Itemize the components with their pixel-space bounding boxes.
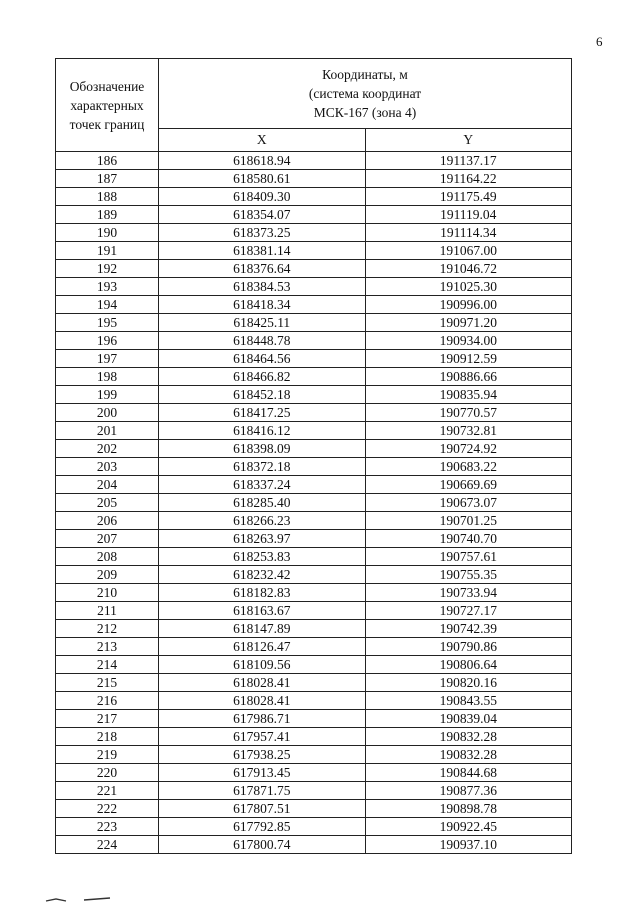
table-row bbox=[56, 584, 572, 602]
point-number-cell: 224 bbox=[56, 836, 159, 854]
y-coordinate-cell: 190922.45 bbox=[365, 818, 572, 836]
table-row bbox=[56, 746, 572, 764]
x-coordinate-cell: 618266.23 bbox=[159, 512, 366, 530]
table-row bbox=[56, 548, 572, 566]
point-number-cell: 191 bbox=[56, 242, 159, 260]
table-row bbox=[56, 818, 572, 836]
table-row bbox=[56, 170, 572, 188]
y-coordinate-cell: 190683.22 bbox=[365, 458, 572, 476]
y-coordinate-cell: 190740.70 bbox=[365, 530, 572, 548]
y-coordinate-cell: 190701.25 bbox=[365, 512, 572, 530]
y-coordinate-cell: 191164.22 bbox=[365, 170, 572, 188]
y-column-header: Y bbox=[365, 128, 572, 151]
y-coordinate-cell: 190669.69 bbox=[365, 476, 572, 494]
x-coordinate-cell: 618580.61 bbox=[159, 170, 366, 188]
table-row bbox=[56, 800, 572, 818]
x-coordinate-cell: 617986.71 bbox=[159, 710, 366, 728]
table-row bbox=[56, 260, 572, 278]
x-coordinate-cell: 618381.14 bbox=[159, 242, 366, 260]
y-coordinate-cell: 190820.16 bbox=[365, 674, 572, 692]
point-number-cell: 188 bbox=[56, 188, 159, 206]
table-row bbox=[56, 494, 572, 512]
x-column-header: X bbox=[159, 128, 366, 151]
x-coordinate-cell: 618417.25 bbox=[159, 404, 366, 422]
point-number-cell: 201 bbox=[56, 422, 159, 440]
y-coordinate-cell: 191114.34 bbox=[365, 224, 572, 242]
y-coordinate-cell: 190742.39 bbox=[365, 620, 572, 638]
table-row bbox=[56, 332, 572, 350]
x-coordinate-cell: 618409.30 bbox=[159, 188, 366, 206]
x-coordinate-cell: 618418.34 bbox=[159, 296, 366, 314]
x-coordinate-cell: 618618.94 bbox=[159, 152, 366, 170]
table-row bbox=[56, 152, 572, 170]
x-coordinate-cell: 618354.07 bbox=[159, 206, 366, 224]
y-coordinate-cell: 190727.17 bbox=[365, 602, 572, 620]
y-coordinate-cell: 191046.72 bbox=[365, 260, 572, 278]
y-coordinate-cell: 190934.00 bbox=[365, 332, 572, 350]
coords-header-line: (система координат bbox=[308, 85, 422, 101]
header-row bbox=[56, 59, 572, 129]
table-row bbox=[56, 350, 572, 368]
point-number-cell: 200 bbox=[56, 404, 159, 422]
x-coordinate-cell: 618372.18 bbox=[159, 458, 366, 476]
y-coordinate-cell: 190835.94 bbox=[365, 386, 572, 404]
y-coordinate-cell: 190724.92 bbox=[365, 440, 572, 458]
y-coordinate-cell: 190844.68 bbox=[365, 764, 572, 782]
x-coordinate-cell: 618147.89 bbox=[159, 620, 366, 638]
x-coordinate-cell: 618028.41 bbox=[159, 692, 366, 710]
x-coordinate-cell: 618452.18 bbox=[159, 386, 366, 404]
point-number-cell: 189 bbox=[56, 206, 159, 224]
table-row bbox=[56, 638, 572, 656]
point-number-cell: 194 bbox=[56, 296, 159, 314]
point-number-cell: 207 bbox=[56, 530, 159, 548]
point-header-line: точек границ bbox=[69, 116, 145, 132]
table-body bbox=[56, 152, 572, 854]
point-number-cell: 212 bbox=[56, 620, 159, 638]
y-coordinate-cell: 190770.57 bbox=[365, 404, 572, 422]
page-number: 6 bbox=[596, 34, 603, 49]
point-number-cell: 186 bbox=[56, 152, 159, 170]
table-row bbox=[56, 530, 572, 548]
y-coordinate-cell: 190971.20 bbox=[365, 314, 572, 332]
y-coordinate-cell: 191025.30 bbox=[365, 278, 572, 296]
table-row bbox=[56, 278, 572, 296]
x-coordinate-cell: 618263.97 bbox=[159, 530, 366, 548]
y-coordinate-cell: 190673.07 bbox=[365, 494, 572, 512]
y-coordinate-cell: 190839.04 bbox=[365, 710, 572, 728]
point-number-cell: 198 bbox=[56, 368, 159, 386]
point-number-cell: 211 bbox=[56, 602, 159, 620]
point-number-cell: 221 bbox=[56, 782, 159, 800]
x-coordinate-cell: 618398.09 bbox=[159, 440, 366, 458]
table-row bbox=[56, 620, 572, 638]
point-number-cell: 222 bbox=[56, 800, 159, 818]
x-coordinate-cell: 618109.56 bbox=[159, 656, 366, 674]
y-coordinate-cell: 190806.64 bbox=[365, 656, 572, 674]
x-coordinate-cell: 618028.41 bbox=[159, 674, 366, 692]
y-coordinate-cell: 191119.04 bbox=[365, 206, 572, 224]
point-number-cell: 214 bbox=[56, 656, 159, 674]
x-coordinate-cell: 618448.78 bbox=[159, 332, 366, 350]
x-coordinate-cell: 618232.42 bbox=[159, 566, 366, 584]
table-row bbox=[56, 242, 572, 260]
y-coordinate-cell: 190912.59 bbox=[365, 350, 572, 368]
x-coordinate-cell: 618285.40 bbox=[159, 494, 366, 512]
table-row bbox=[56, 602, 572, 620]
table-row bbox=[56, 188, 572, 206]
page-edge-mark bbox=[44, 894, 114, 902]
point-number-cell: 223 bbox=[56, 818, 159, 836]
y-coordinate-cell: 190843.55 bbox=[365, 692, 572, 710]
y-coordinate-cell: 190733.94 bbox=[365, 584, 572, 602]
point-number-cell: 215 bbox=[56, 674, 159, 692]
point-header-line: характерных bbox=[70, 97, 144, 113]
y-coordinate-cell: 190898.78 bbox=[365, 800, 572, 818]
table-row bbox=[56, 386, 572, 404]
x-coordinate-cell: 618182.83 bbox=[159, 584, 366, 602]
y-coordinate-cell: 191175.49 bbox=[365, 188, 572, 206]
table-row bbox=[56, 476, 572, 494]
point-number-cell: 205 bbox=[56, 494, 159, 512]
x-coordinate-cell: 618416.12 bbox=[159, 422, 366, 440]
table-row bbox=[56, 836, 572, 854]
y-coordinate-cell: 190755.35 bbox=[365, 566, 572, 584]
coordinates-header bbox=[159, 59, 572, 129]
y-coordinate-cell: 190877.36 bbox=[365, 782, 572, 800]
coords-header-line: МСК-167 (зона 4) bbox=[313, 104, 417, 120]
point-number-cell: 216 bbox=[56, 692, 159, 710]
x-coordinate-cell: 617871.75 bbox=[159, 782, 366, 800]
table-row bbox=[56, 692, 572, 710]
x-coordinate-cell: 617800.74 bbox=[159, 836, 366, 854]
point-number-cell: 209 bbox=[56, 566, 159, 584]
point-number-cell: 190 bbox=[56, 224, 159, 242]
point-number-cell: 208 bbox=[56, 548, 159, 566]
point-number-cell: 193 bbox=[56, 278, 159, 296]
point-number-cell: 195 bbox=[56, 314, 159, 332]
table-row bbox=[56, 368, 572, 386]
x-coordinate-cell: 618425.11 bbox=[159, 314, 366, 332]
coordinates-table bbox=[55, 58, 572, 854]
table-row bbox=[56, 440, 572, 458]
point-number-cell: 197 bbox=[56, 350, 159, 368]
point-header-line: Обозначение bbox=[69, 78, 145, 94]
point-number-cell: 203 bbox=[56, 458, 159, 476]
point-number-cell: 202 bbox=[56, 440, 159, 458]
table-row bbox=[56, 566, 572, 584]
y-coordinate-cell: 190886.66 bbox=[365, 368, 572, 386]
x-coordinate-cell: 617913.45 bbox=[159, 764, 366, 782]
table-row bbox=[56, 764, 572, 782]
point-number-cell: 219 bbox=[56, 746, 159, 764]
point-number-cell: 220 bbox=[56, 764, 159, 782]
table-row bbox=[56, 674, 572, 692]
point-number-cell: 187 bbox=[56, 170, 159, 188]
point-number-cell: 217 bbox=[56, 710, 159, 728]
table-row bbox=[56, 512, 572, 530]
y-coordinate-cell: 190937.10 bbox=[365, 836, 572, 854]
table-row bbox=[56, 206, 572, 224]
point-number-cell: 218 bbox=[56, 728, 159, 746]
table-row bbox=[56, 728, 572, 746]
x-coordinate-cell: 618163.67 bbox=[159, 602, 366, 620]
x-coordinate-cell: 617957.41 bbox=[159, 728, 366, 746]
table-header bbox=[56, 59, 572, 152]
table-row bbox=[56, 404, 572, 422]
x-coordinate-cell: 618373.25 bbox=[159, 224, 366, 242]
x-coordinate-cell: 618253.83 bbox=[159, 548, 366, 566]
table-row bbox=[56, 296, 572, 314]
y-coordinate-cell: 191067.00 bbox=[365, 242, 572, 260]
y-coordinate-cell: 190790.86 bbox=[365, 638, 572, 656]
y-coordinate-cell: 190757.61 bbox=[365, 548, 572, 566]
y-coordinate-cell: 191137.17 bbox=[365, 152, 572, 170]
table-row bbox=[56, 422, 572, 440]
y-coordinate-cell: 190832.28 bbox=[365, 746, 572, 764]
y-coordinate-cell: 190732.81 bbox=[365, 422, 572, 440]
table-row bbox=[56, 458, 572, 476]
y-coordinate-cell: 190996.00 bbox=[365, 296, 572, 314]
point-number-cell: 192 bbox=[56, 260, 159, 278]
table-row bbox=[56, 710, 572, 728]
x-coordinate-cell: 618384.53 bbox=[159, 278, 366, 296]
x-coordinate-cell: 617792.85 bbox=[159, 818, 366, 836]
point-number-cell: 196 bbox=[56, 332, 159, 350]
x-coordinate-cell: 618337.24 bbox=[159, 476, 366, 494]
table-row bbox=[56, 224, 572, 242]
x-coordinate-cell: 618464.56 bbox=[159, 350, 366, 368]
table-row bbox=[56, 656, 572, 674]
x-coordinate-cell: 617807.51 bbox=[159, 800, 366, 818]
point-number-cell: 210 bbox=[56, 584, 159, 602]
point-number-cell: 204 bbox=[56, 476, 159, 494]
point-number-cell: 199 bbox=[56, 386, 159, 404]
x-coordinate-cell: 618376.64 bbox=[159, 260, 366, 278]
x-coordinate-cell: 618126.47 bbox=[159, 638, 366, 656]
coords-header-line: Координаты, м bbox=[322, 66, 408, 82]
point-number-cell: 213 bbox=[56, 638, 159, 656]
table-row bbox=[56, 314, 572, 332]
x-coordinate-cell: 617938.25 bbox=[159, 746, 366, 764]
point-number-cell: 206 bbox=[56, 512, 159, 530]
y-coordinate-cell: 190832.28 bbox=[365, 728, 572, 746]
x-coordinate-cell: 618466.82 bbox=[159, 368, 366, 386]
point-designation-header bbox=[56, 59, 159, 152]
table-row bbox=[56, 782, 572, 800]
